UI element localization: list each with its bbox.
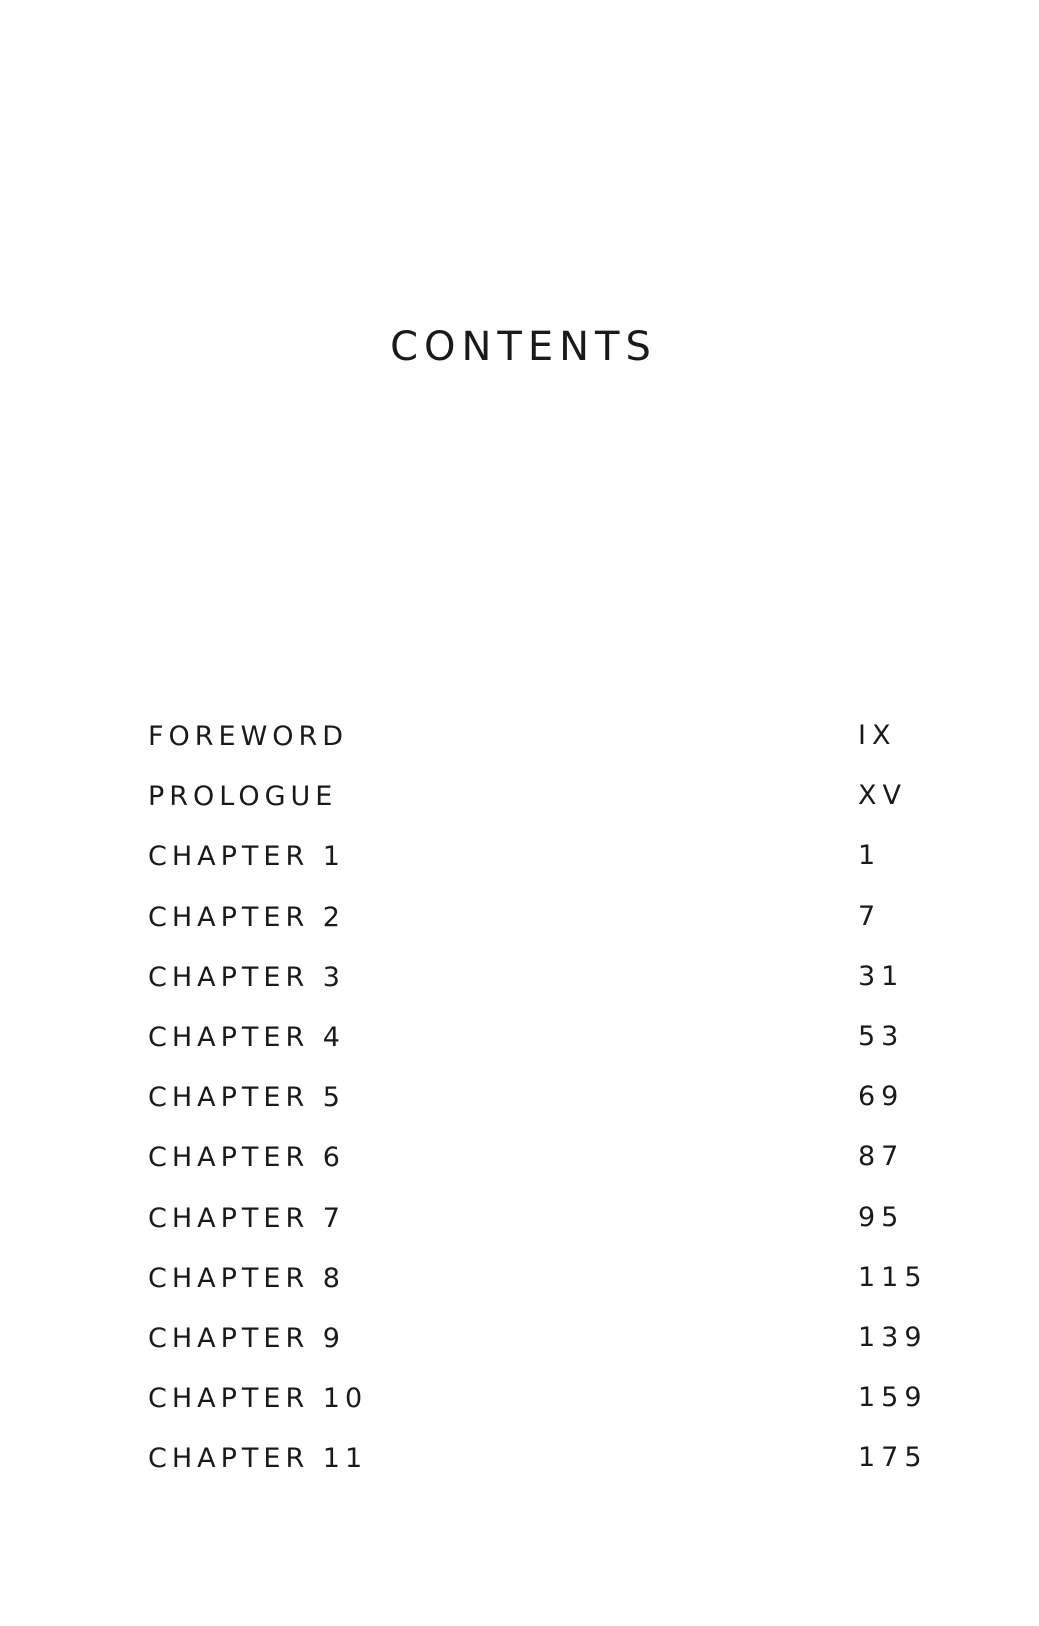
page-title: CONTENTS <box>390 323 657 370</box>
toc-entry-label: CHAPTER 5 <box>148 1082 345 1114</box>
toc-entry-label: CHAPTER 2 <box>148 901 345 933</box>
toc-entry <box>148 1202 928 1262</box>
toc-entry-page-number: 175 <box>858 1442 928 1474</box>
toc-entry <box>148 1262 928 1322</box>
toc-entry-page-number: 7 <box>858 900 882 932</box>
toc-entry-page-number: 95 <box>858 1201 905 1233</box>
toc-entry-label: CHAPTER 6 <box>148 1142 345 1174</box>
toc-entry-label: CHAPTER 10 <box>148 1383 368 1415</box>
toc-entry-page-number: 53 <box>858 1020 905 1052</box>
toc-entry-label: FOREWORD <box>148 721 349 752</box>
toc-entry-label: CHAPTER 1 <box>148 841 345 873</box>
toc-entry-page-number: 159 <box>858 1382 928 1414</box>
table-of-contents <box>148 720 928 1502</box>
toc-entry-label: CHAPTER 11 <box>148 1443 368 1475</box>
toc-entry <box>148 780 928 840</box>
toc-entry-page-number: 31 <box>858 960 905 992</box>
toc-entry-label: CHAPTER 9 <box>148 1322 345 1354</box>
toc-entry <box>148 1081 928 1141</box>
toc-entry-label: CHAPTER 7 <box>148 1202 345 1234</box>
toc-entry <box>148 961 928 1021</box>
toc-entry-label: CHAPTER 3 <box>148 961 345 993</box>
toc-entry-page-number: XV <box>858 780 907 812</box>
toc-entry-label: CHAPTER 8 <box>148 1262 345 1294</box>
toc-entry <box>148 840 928 900</box>
toc-entry-page-number: 1 <box>858 840 882 872</box>
toc-entry <box>148 1021 928 1081</box>
toc-entry-page-number: IX <box>858 720 897 751</box>
toc-entry-page-number: 139 <box>858 1321 928 1353</box>
toc-entry <box>148 720 928 780</box>
toc-entry-label: CHAPTER 4 <box>148 1021 345 1053</box>
toc-entry <box>148 901 928 961</box>
toc-entry-page-number: 87 <box>858 1141 905 1173</box>
toc-entry <box>148 1322 928 1382</box>
toc-entry <box>148 1442 928 1502</box>
toc-entry <box>148 1382 928 1442</box>
toc-entry <box>148 1141 928 1201</box>
toc-entry-page-number: 115 <box>858 1261 928 1293</box>
toc-entry-page-number: 69 <box>858 1081 905 1113</box>
toc-entry-label: PROLOGUE <box>148 781 338 813</box>
